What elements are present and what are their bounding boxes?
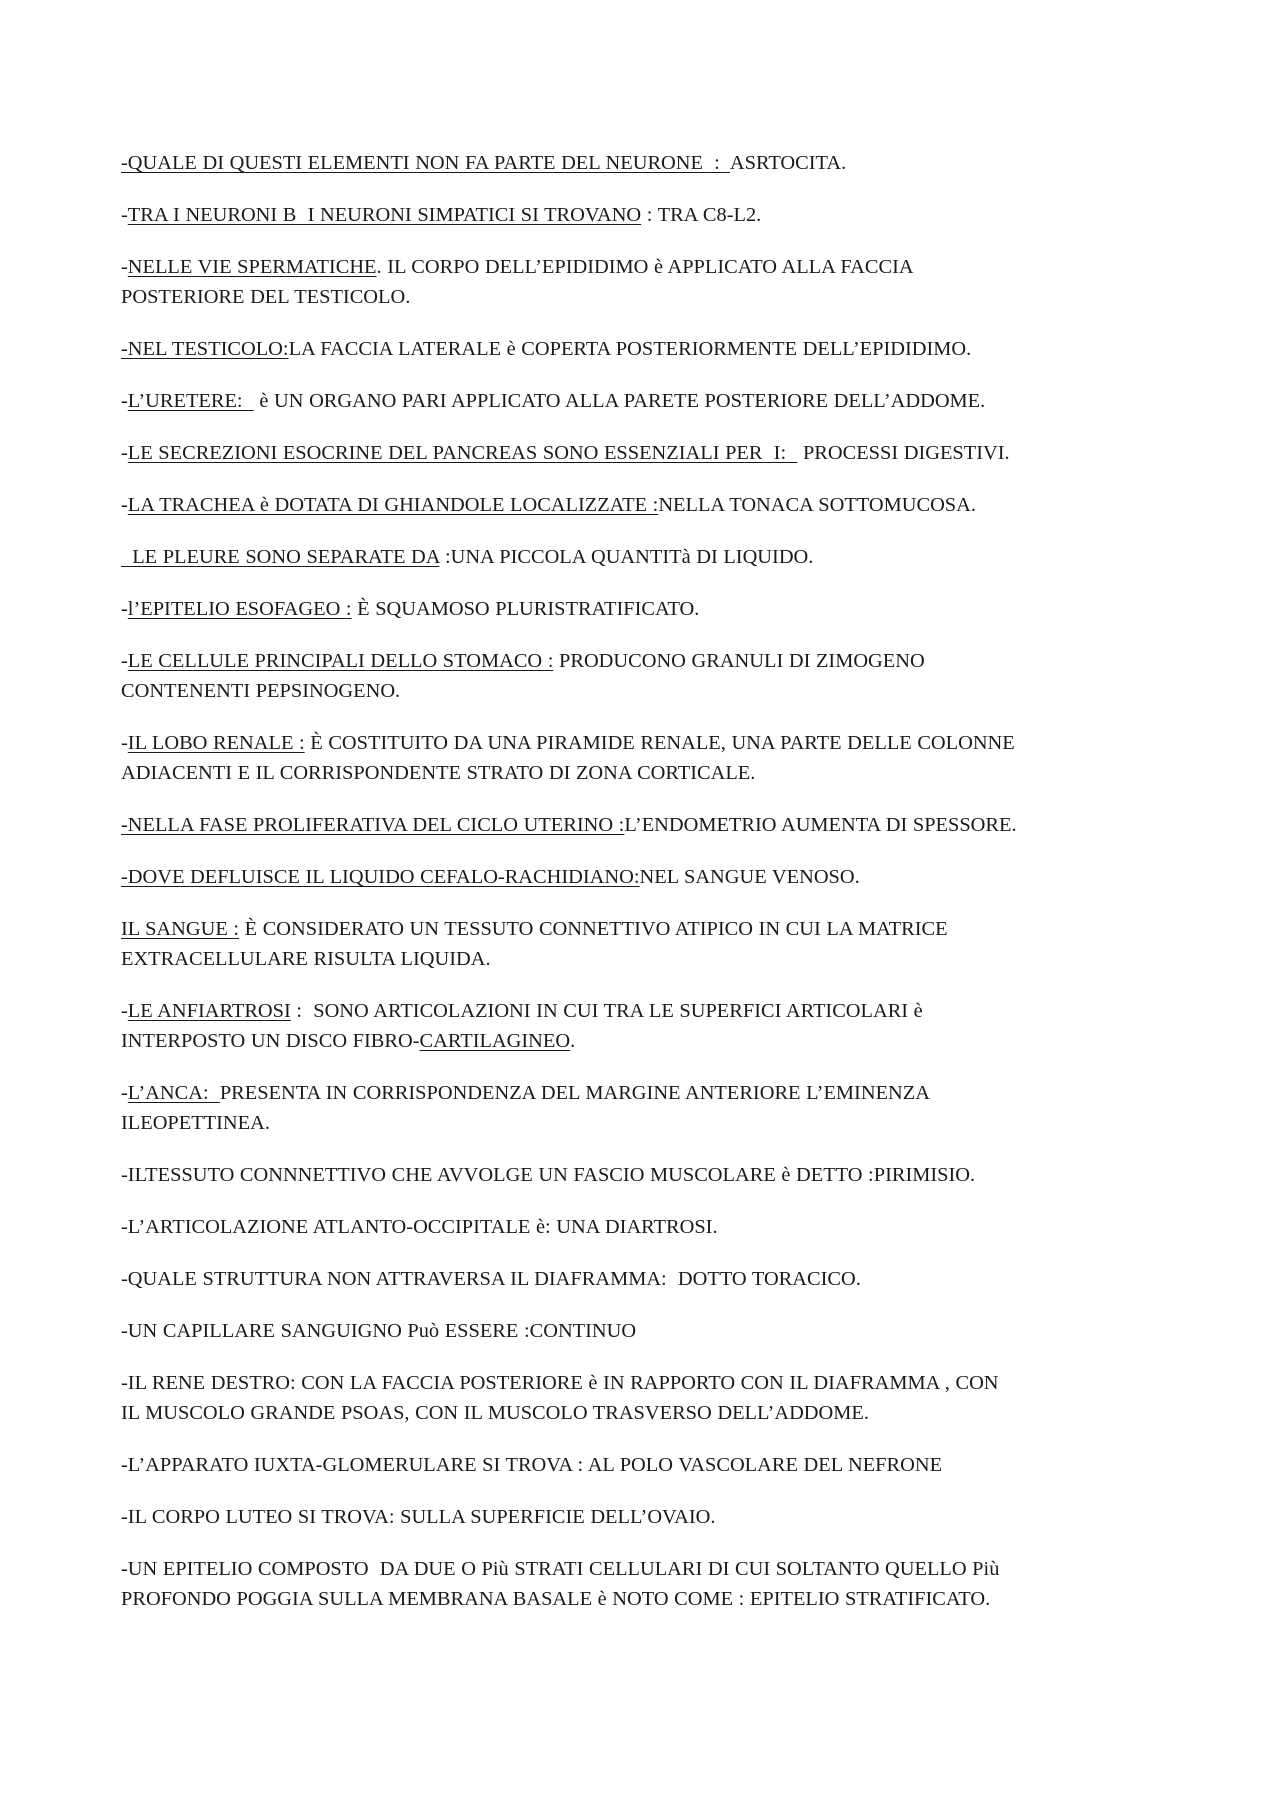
underlined-text: -QUALE DI QUESTI ELEMENTI NON FA PARTE DEL NEURONE : xyxy=(121,152,730,174)
text-segment: PRODUCONO GRANULI DI ZIMOGENO CONTENENTI PEPSINOGENO. xyxy=(121,650,925,702)
question-paragraph xyxy=(121,1264,1181,1294)
underlined-text: LE CELLULE PRINCIPALI DELLO STOMACO : xyxy=(127,650,554,672)
text-segment: - xyxy=(121,256,128,278)
underlined-text: TRA I NEURONI B I NEURONI SIMPATICI SI TROVANO xyxy=(127,204,642,226)
text-segment: -UN EPITELIO COMPOSTO DA DUE O Più STRATI CELLULARI DI CUI SOLTANTO QUELLO Più PROFONDO POGGIA SULLA MEMBRANA BASALE è NOTO COME : EPITELIO STRATIFICATO. xyxy=(121,1558,1000,1610)
underlined-text: L’URETERE: xyxy=(127,390,254,412)
underlined-text: CARTILAGINEO xyxy=(419,1030,571,1052)
question-paragraph xyxy=(121,386,1181,416)
underlined-text: LE ANFIARTROSI xyxy=(127,1000,291,1022)
text-segment: - xyxy=(121,442,128,464)
underlined-text: -NEL TESTICOLO: xyxy=(121,338,289,360)
underlined-text: NELLE VIE SPERMATICHE xyxy=(127,256,377,278)
question-paragraph xyxy=(121,490,1181,520)
text-segment: PROCESSI DIGESTIVI. xyxy=(797,442,1010,464)
question-paragraph xyxy=(121,1212,1181,1242)
text-segment: : TRA C8-L2. xyxy=(641,204,762,226)
text-segment: -ILTESSUTO CONNNETTIVO CHE AVVOLGE UN FASCIO MUSCOLARE è DETTO :PIRIMISIO. xyxy=(121,1164,976,1186)
underlined-text: -DOVE DEFLUISCE IL LIQUIDO CEFALO-RACHIDIANO: xyxy=(121,866,640,888)
text-segment: . xyxy=(570,1030,576,1052)
underlined-text: -NELLA FASE PROLIFERATIVA DEL CICLO UTERINO : xyxy=(121,814,625,836)
underlined-text: LE PLEURE SONO SEPARATE DA xyxy=(121,546,440,568)
question-paragraph xyxy=(121,862,1181,892)
question-paragraph xyxy=(121,810,1181,840)
document-body xyxy=(121,148,1181,1636)
text-segment: -IL CORPO LUTEO SI TROVA: SULLA SUPERFICIE DELL’OVAIO. xyxy=(121,1506,716,1528)
text-segment: è UN ORGANO PARI APPLICATO ALLA PARETE POSTERIORE DELL’ADDOME. xyxy=(253,390,986,412)
underlined-text: LA TRACHEA è DOTATA DI GHIANDOLE LOCALIZZATE : xyxy=(127,494,659,516)
text-segment: . IL CORPO DELL’EPIDIDIMO è APPLICATO ALLA FACCIA POSTERIORE DEL TESTICOLO. xyxy=(121,256,914,308)
text-segment: LA FACCIA LATERALE è COPERTA POSTERIORMENTE DELL’EPIDIDIMO. xyxy=(288,338,972,360)
question-paragraph xyxy=(121,646,1181,706)
question-paragraph xyxy=(121,1502,1181,1532)
text-segment: - xyxy=(121,494,128,516)
question-paragraph xyxy=(121,1160,1181,1190)
question-paragraph xyxy=(121,1316,1181,1346)
question-paragraph xyxy=(121,914,1181,974)
question-paragraph xyxy=(121,996,1181,1056)
text-segment: È SQUAMOSO PLURISTRATIFICATO. xyxy=(351,598,700,620)
underlined-text: LE SECREZIONI ESOCRINE DEL PANCREAS SONO ESSENZIALI PER I: xyxy=(127,442,798,464)
text-segment: -IL RENE DESTRO: CON LA FACCIA POSTERIORE è IN RAPPORTO CON IL DIAFRAMMA , CON IL MUSCOLO GRANDE PSOAS, CON IL MUSCOLO TRASVERSO DELL’ADDOME. xyxy=(121,1372,999,1424)
text-segment: - xyxy=(121,1000,128,1022)
text-segment: È CONSIDERATO UN TESSUTO CONNETTIVO ATIPICO IN CUI LA MATRICE EXTRACELLULARE RISULTA LIQUIDA. xyxy=(121,918,948,970)
question-paragraph xyxy=(121,334,1181,364)
text-segment: È COSTITUITO DA UNA PIRAMIDE RENALE, UNA PARTE DELLE COLONNE ADIACENTI E IL CORRISPONDENTE STRATO DI ZONA CORTICALE. xyxy=(121,732,1015,784)
underlined-text: IL SANGUE : xyxy=(121,918,240,940)
text-segment: : SONO ARTICOLAZIONI IN CUI TRA LE SUPERFICI ARTICOLARI è INTERPOSTO UN DISCO FIBRO- xyxy=(121,1000,923,1052)
text-segment: L’ENDOMETRIO AUMENTA DI SPESSORE. xyxy=(624,814,1017,836)
text-segment: - xyxy=(121,598,128,620)
underlined-text: IL LOBO RENALE : xyxy=(127,732,305,754)
text-segment: -QUALE STRUTTURA NON ATTRAVERSA IL DIAFRAMMA: DOTTO TORACICO. xyxy=(121,1268,861,1290)
question-paragraph xyxy=(121,438,1181,468)
question-paragraph xyxy=(121,148,1181,178)
question-paragraph xyxy=(121,594,1181,624)
text-segment: NELLA TONACA SOTTOMUCOSA. xyxy=(658,494,976,516)
text-segment: - xyxy=(121,390,128,412)
question-paragraph xyxy=(121,1368,1181,1428)
text-segment: - xyxy=(121,732,128,754)
text-segment: - xyxy=(121,650,128,672)
question-paragraph xyxy=(121,728,1181,788)
question-paragraph xyxy=(121,1078,1181,1138)
text-segment: PRESENTA IN CORRISPONDENZA DEL MARGINE ANTERIORE L’EMINENZA ILEOPETTINEA. xyxy=(121,1082,930,1134)
text-segment: NEL SANGUE VENOSO. xyxy=(639,866,860,888)
question-paragraph xyxy=(121,1554,1181,1614)
question-paragraph xyxy=(121,252,1181,312)
text-segment: - xyxy=(121,204,128,226)
question-paragraph xyxy=(121,542,1181,572)
text-segment: -UN CAPILLARE SANGUIGNO Può ESSERE :CONTINUO xyxy=(121,1320,637,1342)
text-segment: - xyxy=(121,1082,128,1104)
underlined-text: L’ANCA: xyxy=(127,1082,220,1104)
underlined-text: l’EPITELIO ESOFAGEO : xyxy=(127,598,352,620)
text-segment: :UNA PICCOLA QUANTITà DI LIQUIDO. xyxy=(439,546,814,568)
text-segment: -L’ARTICOLAZIONE ATLANTO-OCCIPITALE è: UNA DIARTROSI. xyxy=(121,1216,718,1238)
text-segment: ASRTOCITA. xyxy=(729,152,847,174)
question-paragraph xyxy=(121,1450,1181,1480)
question-paragraph xyxy=(121,200,1181,230)
text-segment: -L’APPARATO IUXTA-GLOMERULARE SI TROVA : AL POLO VASCOLARE DEL NEFRONE xyxy=(121,1454,943,1476)
